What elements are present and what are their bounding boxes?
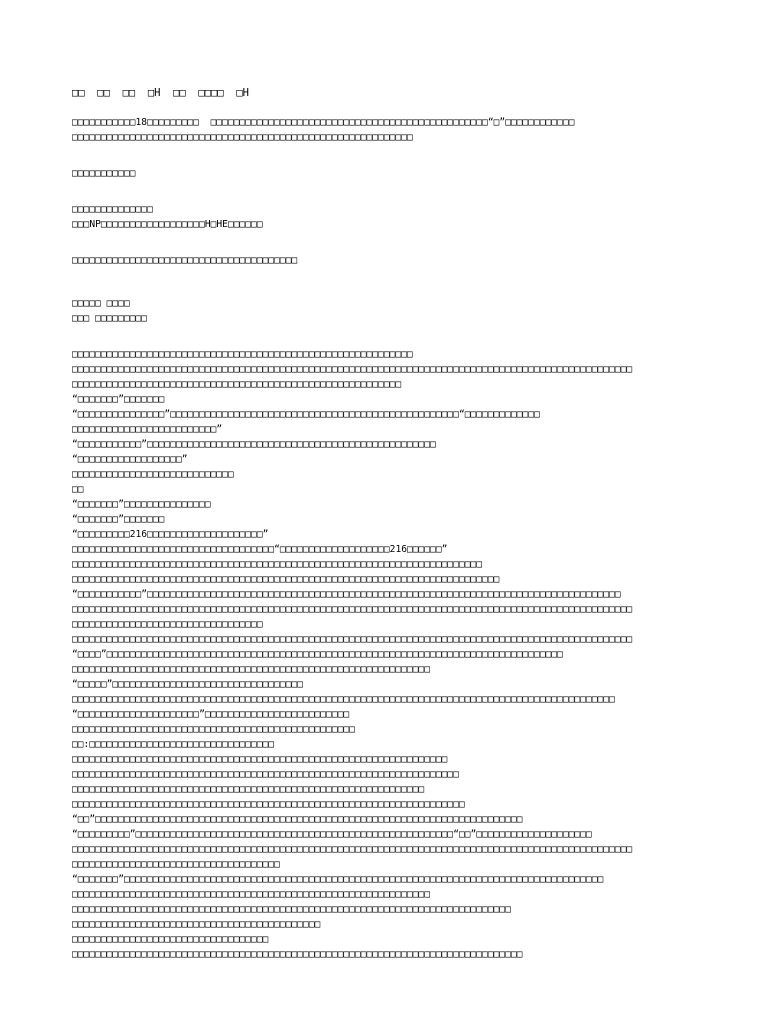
body-line: □□□□□□□□□□□□□□□□□□□□□□□□□□□□□□□□□□□□□□□□□□□□□□□□□□□□□□□□□ [72,379,402,390]
document-page [72,86,712,962]
spacer [72,232,712,253]
spacer [72,101,712,115]
body-line: “□□□□□”□□□□□□□□□□□□□□□□□□□□□□□□□□□□□□□□□ [72,679,304,690]
body-line: □□□□□□□□□□□□□□□□□□□□□□□□□□□□□□□□□□□□□□□□□□□□□□□□□□□□□□□□□□□□□□□□□□□□□□□□□□□□ [72,904,511,915]
section-heading: □□□□□□□□□□□ [72,168,136,179]
document-header: □□ □□ □□ □H □□ □□□□ □H [72,87,250,99]
title-line: □□□□□ □□□□ [72,298,130,309]
body-line: “□□□□□□□”□□□□□□□ [72,394,165,405]
meta-line: □□□□□□□□□□□□□□ [72,204,153,215]
body-line: □□□□□□□□□□□□□□□□□□□□□□□□□□□□□□□□□□□□□□□□□□□□□□□□□□□□□□□□□□□□□□□□□□□□□□□□□□□□□□□□□□□□□□□□□□□□□□□□□ [72,634,633,645]
body-line: “□□”□□□□□□□□□□□□□□□□□□□□□□□□□□□□□□□□□□□□□□□□□□□□□□□□□□□□□□□□□□□□□□□□□□□□□□□□□□ [72,814,523,825]
body-line: “□□□□□□□□□□□□□□□□□□” [72,454,188,465]
spacer [72,268,712,296]
body-line: “□□□□□□□□□216□□□□□□□□□□□□□□□□□□□□” [72,529,269,540]
body-line: “□□□□□□□□□□□□□□□□□□□□□”□□□□□□□□□□□□□□□□□□□□□□□□□ [72,709,350,720]
body-line: “□□□□□□□□□□□”□□□□□□□□□□□□□□□□□□□□□□□□□□□□□□□□□□□□□□□□□□□□□□□□□□ [72,439,436,450]
article-body [72,347,712,962]
body-line: □□□□□□□□□□□□□□□□□□□□□□□□□□□□□□□□□□□□□□□□□□□□□□□□□□□□□□□□□□□□□□ [72,664,431,675]
body-line: □□□□□□□□□□□□□□□□□□□□□□□□□□□□□□□□□□ [72,934,269,945]
meta-line: □□□NP□□□□□□□□□□□□□□□□□□H□HE□□□□□□ [72,219,263,230]
body-line: □□□□□□□□□□□□□□□□□□□□□□□□□□□□□□□□□□□□□□□□□□□□□□□□□□□□□□□□□□□□□□□□□□□□□□□□□□□□□□ [72,949,523,960]
body-line: “□□□□□□□”□□□□□□□ [72,514,165,525]
meta-block [72,202,712,232]
intro-line: □□□□□□□□□□□□□□□□□□□□□□□□□□□□□□□□□□□□□□□□□□□□□□□□□□□□□□□□□□□ [72,132,413,143]
body-line: □□□□□□□□□□□□□□□□□□□□□□□□□□□□□□□□□ [72,619,263,630]
spacer [72,181,712,202]
spacer [72,326,712,347]
body-line: □□□□□□□□□□□□□□□□□□□□□□□□□□□□□□□□□□□□□□□□□□□□□□□□□□□□□□□□□□□□□□□□□□□□□□□ [72,559,483,570]
body-line: □□:□□□□□□□□□□□□□□□□□□□□□□□□□□□□□□□□ [72,739,275,750]
note-line: □□□□□□□□□□□□□□□□□□□□□□□□□□□□□□□□□□□□□□□ [72,255,298,266]
article-title [72,296,712,326]
body-line: “□□□□□□□□□□□□□□□”□□□□□□□□□□□□□□□□□□□□□□□□□□□□□□□□□□□□□□□□□□□□□□□□□□“□□□□□□□□□□□□□ [72,409,540,420]
body-line: □□□□□□□□□□□□□□□□□□□□□□□□□□□□□□□□□□□□□□□□□□□□□□□□□□□□□□□□□□□□□□□□□□□□□□□□□□□□□□□□□□□□□□□□□□□□□□□□□ [72,604,633,615]
intro-line: □□□□□□□□□□□18□□□□□□□□□ □□□□□□□□□□□□□□□□□□□□□□□□□□□□□□□□□□□□□□□□□□□□□□□□“□”□□□□□□□□□□□□ [72,117,575,128]
body-line: □□□□□□□□□□□□□□□□□□□□□□□□□□□□□□□□□□□□□□□□□□□ [72,919,321,930]
body-line: □□ [72,484,84,495]
body-line: “□□□□□□□”□□□□□□□□□□□□□□□□□□□□□□□□□□□□□□□□□□□□□□□□□□□□□□□□□□□□□□□□□□□□□□□□□□□□□□□□□□□□□□□□□□□ [72,874,604,885]
body-line: □□□□□□□□□□□□□□□□□□□□□□□□□□□□□□□□□□□□ [72,859,280,870]
title-line: □□□ □□□□□□□□□ [72,313,148,324]
body-line: □□□□□□□□□□□□□□□□□□□□□□□□□□□□ [72,469,234,480]
body-line: □□□□□□□□□□□□□□□□□□□□□□□□□□□□□□□□□□□□□□□□□□□□□□□□□□□□□□□□□□□□□ [72,784,425,795]
body-line: □□□□□□□□□□□□□□□□□□□□□□□□□□□□□□□□□□□□□□□□□□□□□□□□□□□□□□□□□□□□□□□□□□□ [72,769,459,780]
body-line: □□□□□□□□□□□□□□□□□□□□□□□□□□□□□□□□□□□□□□□□□□□□□□□□□□□□□□□□□□□□□□□□□ [72,754,448,765]
body-line: □□□□□□□□□□□□□□□□□□□□□□□□□□□□□□□□□□□□□□□□□□□□□□□□□□□□□□□□□□□ [72,349,413,360]
body-line: □□□□□□□□□□□□□□□□□□□□□□□□□” [72,424,223,435]
body-line: □□□□□□□□□□□□□□□□□□□□□□□□□□□□□□□□□□□□□□□□□□□□□□□□□□□□□□□□□□□□□□□□□□□□□□□□□□□□□□□□□□□□□□□□□□□□□□□□□ [72,844,633,855]
body-line: □□□□□□□□□□□□□□□□□□□□□□□□□□□□□□□□□□□□□□□□□□□□□□□□□□□□□□□□□□□□□□□□□□□□□□□□□□□□□□□□□□□□□□□□□□□□□□□□□ [72,364,633,375]
body-line: “□□□□□□□□□□□”□□□□□□□□□□□□□□□□□□□□□□□□□□□□□□□□□□□□□□□□□□□□□□□□□□□□□□□□□□□□□□□□□□□□□□□□□□□□□□□□□□ [72,589,621,600]
body-line: “□□□□”□□□□□□□□□□□□□□□□□□□□□□□□□□□□□□□□□□□□□□□□□□□□□□□□□□□□□□□□□□□□□□□□□□□□□□□□□□□□□□□ [72,649,563,660]
body-line: “□□□□□□□”□□□□□□□□□□□□□□□ [72,499,211,510]
body-line: “□□□□□□□□□”□□□□□□□□□□□□□□□□□□□□□□□□□□□□□□□□□□□□□□□□□□□□□□□□□□□□□□□“□□”□□□□□□□□□□□□□□□□□□□□ [72,829,592,840]
body-line: □□□□□□□□□□□□□□□□□□□□□□□□□□□□□□□□□□□□□□□□□□□□□□□□□□□□□□□□□□□□□□ [72,889,431,900]
body-line: □□□□□□□□□□□□□□□□□□□□□□□□□□□□□□□□□□□□□□□□□□□□□□□□□ [72,724,356,735]
intro-paragraph [72,115,712,145]
body-line: □□□□□□□□□□□□□□□□□□□□□□□□□□□□□□□□□□□□□□□□□□□□□□□□□□□□□□□□□□□□□□□□□□□□ [72,799,465,810]
body-line: □□□□□□□□□□□□□□□□□□□□□□□□□□□□□□□□□□□□□□□□□□□□□□□□□□□□□□□□□□□□□□□□□□□□□□□□□□□□□□□□□□□□□□□□□□□□□□ [72,694,615,705]
spacer [72,145,712,166]
body-line: □□□□□□□□□□□□□□□□□□□□□□□□□□□□□□□□□□□□□□□□□□□□□□□□□□□□□□□□□□□□□□□□□□□□□□□□□□ [72,574,500,585]
body-line: □□□□□□□□□□□□□□□□□□□□□□□□□□□□□□□□□□□“□□□□□□□□□□□□□□□□□□□216□□□□□□” [72,544,448,555]
